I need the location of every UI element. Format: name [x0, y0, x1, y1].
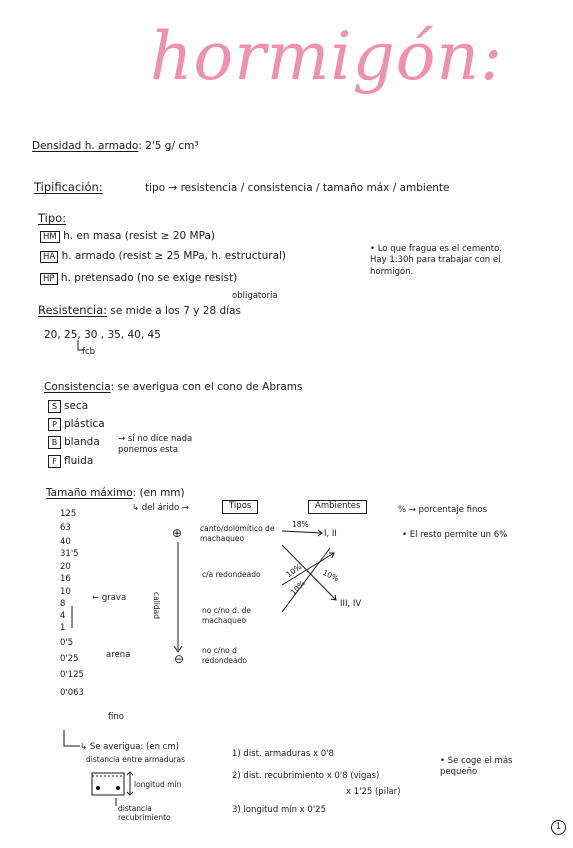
- tipo-arido-4: no c/no d redondeado: [202, 646, 247, 665]
- calidad-label: calidad: [152, 592, 161, 620]
- size-item: 31'5: [60, 549, 79, 559]
- grava-label: ← grava: [92, 593, 127, 603]
- minus-icon: ⊖: [174, 652, 185, 666]
- tipo-text-hp: h. pretensado (no se exige resist): [60, 272, 238, 284]
- resistencia-values: 20, 25, 30 , 35, 40, 45: [44, 329, 161, 341]
- density-line: [32, 140, 199, 152]
- resistencia-line: [38, 304, 241, 317]
- tipo-item-ha: [40, 250, 286, 263]
- note-resto: • El resto permite un 6%: [402, 530, 508, 540]
- size-item: 16: [60, 574, 71, 584]
- density-label: Densidad h. armado: [32, 140, 139, 152]
- size-item: 1: [60, 623, 66, 633]
- consistencia-code-b: B: [48, 436, 61, 449]
- pct-label-3: 10%: [321, 567, 341, 584]
- consistencia-code-p: P: [48, 418, 61, 431]
- tipo-code-hm: HM: [40, 231, 60, 243]
- size-item: 8: [60, 599, 66, 609]
- note-finos: % → porcentaje finos: [398, 505, 488, 515]
- rule-note: • Se coge el más pequeño: [440, 756, 513, 778]
- tipo-item-hm: [40, 230, 215, 243]
- resistencia-sub: fcb: [82, 347, 96, 357]
- tipo-note: • Lo que fragua es el cemento. Hay 1:30h para trabajar con el hormigón.: [370, 244, 502, 277]
- size-item: 125: [60, 509, 77, 519]
- page-number: 1: [551, 820, 566, 835]
- pct-label-1: 18%: [292, 520, 309, 529]
- rule-1: 1) dist. armaduras x 0'8: [232, 749, 334, 759]
- tipo-arido-2: c/a redondeado: [202, 570, 261, 579]
- size-item: 10: [60, 587, 71, 597]
- tamano-line: [46, 487, 185, 499]
- longitud-label: longitud mín: [134, 780, 182, 789]
- tamano-tipos-label: Tipos: [222, 500, 258, 514]
- consistencia-item-b: [48, 436, 100, 449]
- averigua-label: ↳ Se averigua: (en cm): [80, 742, 179, 752]
- pct-label-4: 10%: [288, 578, 307, 597]
- density-value: : 2'5 g/ cm³: [138, 140, 199, 152]
- size-item: 0'125: [60, 670, 84, 680]
- consistencia-note: → si no dice nada ponemos esta: [118, 434, 193, 456]
- fino-label: fino: [108, 712, 124, 722]
- consistencia-text-s: seca: [64, 400, 89, 412]
- consistencia-text: : se averigua con el cono de Abrams: [110, 381, 303, 393]
- tipo-code-hp: HP: [40, 273, 58, 285]
- plus-icon: ⊕: [172, 526, 183, 540]
- tipificacion-text: tipo → resistencia / consistencia / tamaño máx / ambiente: [145, 182, 450, 194]
- consistencia-item-p: [48, 418, 105, 431]
- resistencia-note: obligatoria: [232, 291, 278, 301]
- tipo-heading: Tipo:: [38, 211, 67, 225]
- size-item: 0'25: [60, 654, 79, 664]
- page-title: hormigón:: [150, 18, 504, 95]
- rule-2b: x 1'25 (pilar): [346, 787, 401, 797]
- tamano-arido: ↳ del árido →: [132, 503, 189, 513]
- tipo-text-ha: h. armado (resist ≥ 25 MPa, h. estructural): [61, 250, 287, 262]
- distancia-label: distancia entre armaduras: [86, 755, 186, 764]
- size-item: 4: [60, 611, 66, 621]
- consistencia-item-f: [48, 455, 93, 468]
- pct-label-2: 10%: [284, 562, 304, 580]
- consistencia-text-f: fluida: [64, 455, 94, 467]
- tipo-code-ha: HA: [40, 251, 58, 263]
- size-item: 20: [60, 562, 71, 572]
- consistencia-text-b: blanda: [64, 436, 100, 448]
- recubrimiento-label: distancia recubrimiento: [118, 804, 171, 823]
- tipo-arido-3: no c/no d. de machaqueo: [202, 606, 252, 625]
- size-item: 63: [60, 523, 71, 533]
- consistencia-text-p: plástica: [64, 418, 105, 430]
- tipo-item-hp: [40, 272, 237, 285]
- consistencia-line: [44, 381, 302, 393]
- consistencia-code-f: F: [48, 455, 61, 468]
- tamano-unit: : (en mm): [132, 487, 185, 499]
- tipo-arido-1: canto/dolomítico de machaqueo: [200, 524, 275, 543]
- resistencia-text: se mide a los 7 y 28 días: [110, 305, 241, 317]
- consistencia-code-s: S: [48, 400, 61, 413]
- tamano-label: Tamaño máximo: [46, 487, 133, 499]
- consistencia-item-s: [48, 400, 88, 413]
- tamano-ambientes-label: Ambientes: [308, 500, 367, 514]
- ambiente-2: III, IV: [340, 599, 362, 609]
- size-item: 0'063: [60, 688, 84, 698]
- size-item: 0'5: [60, 638, 74, 648]
- size-item: 40: [60, 537, 71, 547]
- arena-label: arena: [106, 650, 131, 660]
- ambiente-1: I, II: [324, 529, 337, 539]
- consistencia-label: Consistencia: [44, 381, 111, 393]
- tipo-text-hm: h. en masa (resist ≥ 20 MPa): [63, 230, 216, 242]
- tipificacion-label: Tipificación:: [34, 180, 103, 194]
- resistencia-label: Resistencia:: [38, 303, 108, 317]
- rule-3: 3) longitud mín x 0'25: [232, 805, 326, 815]
- rule-2: 2) dist. recubrimiento x 0'8 (vigas): [232, 771, 380, 781]
